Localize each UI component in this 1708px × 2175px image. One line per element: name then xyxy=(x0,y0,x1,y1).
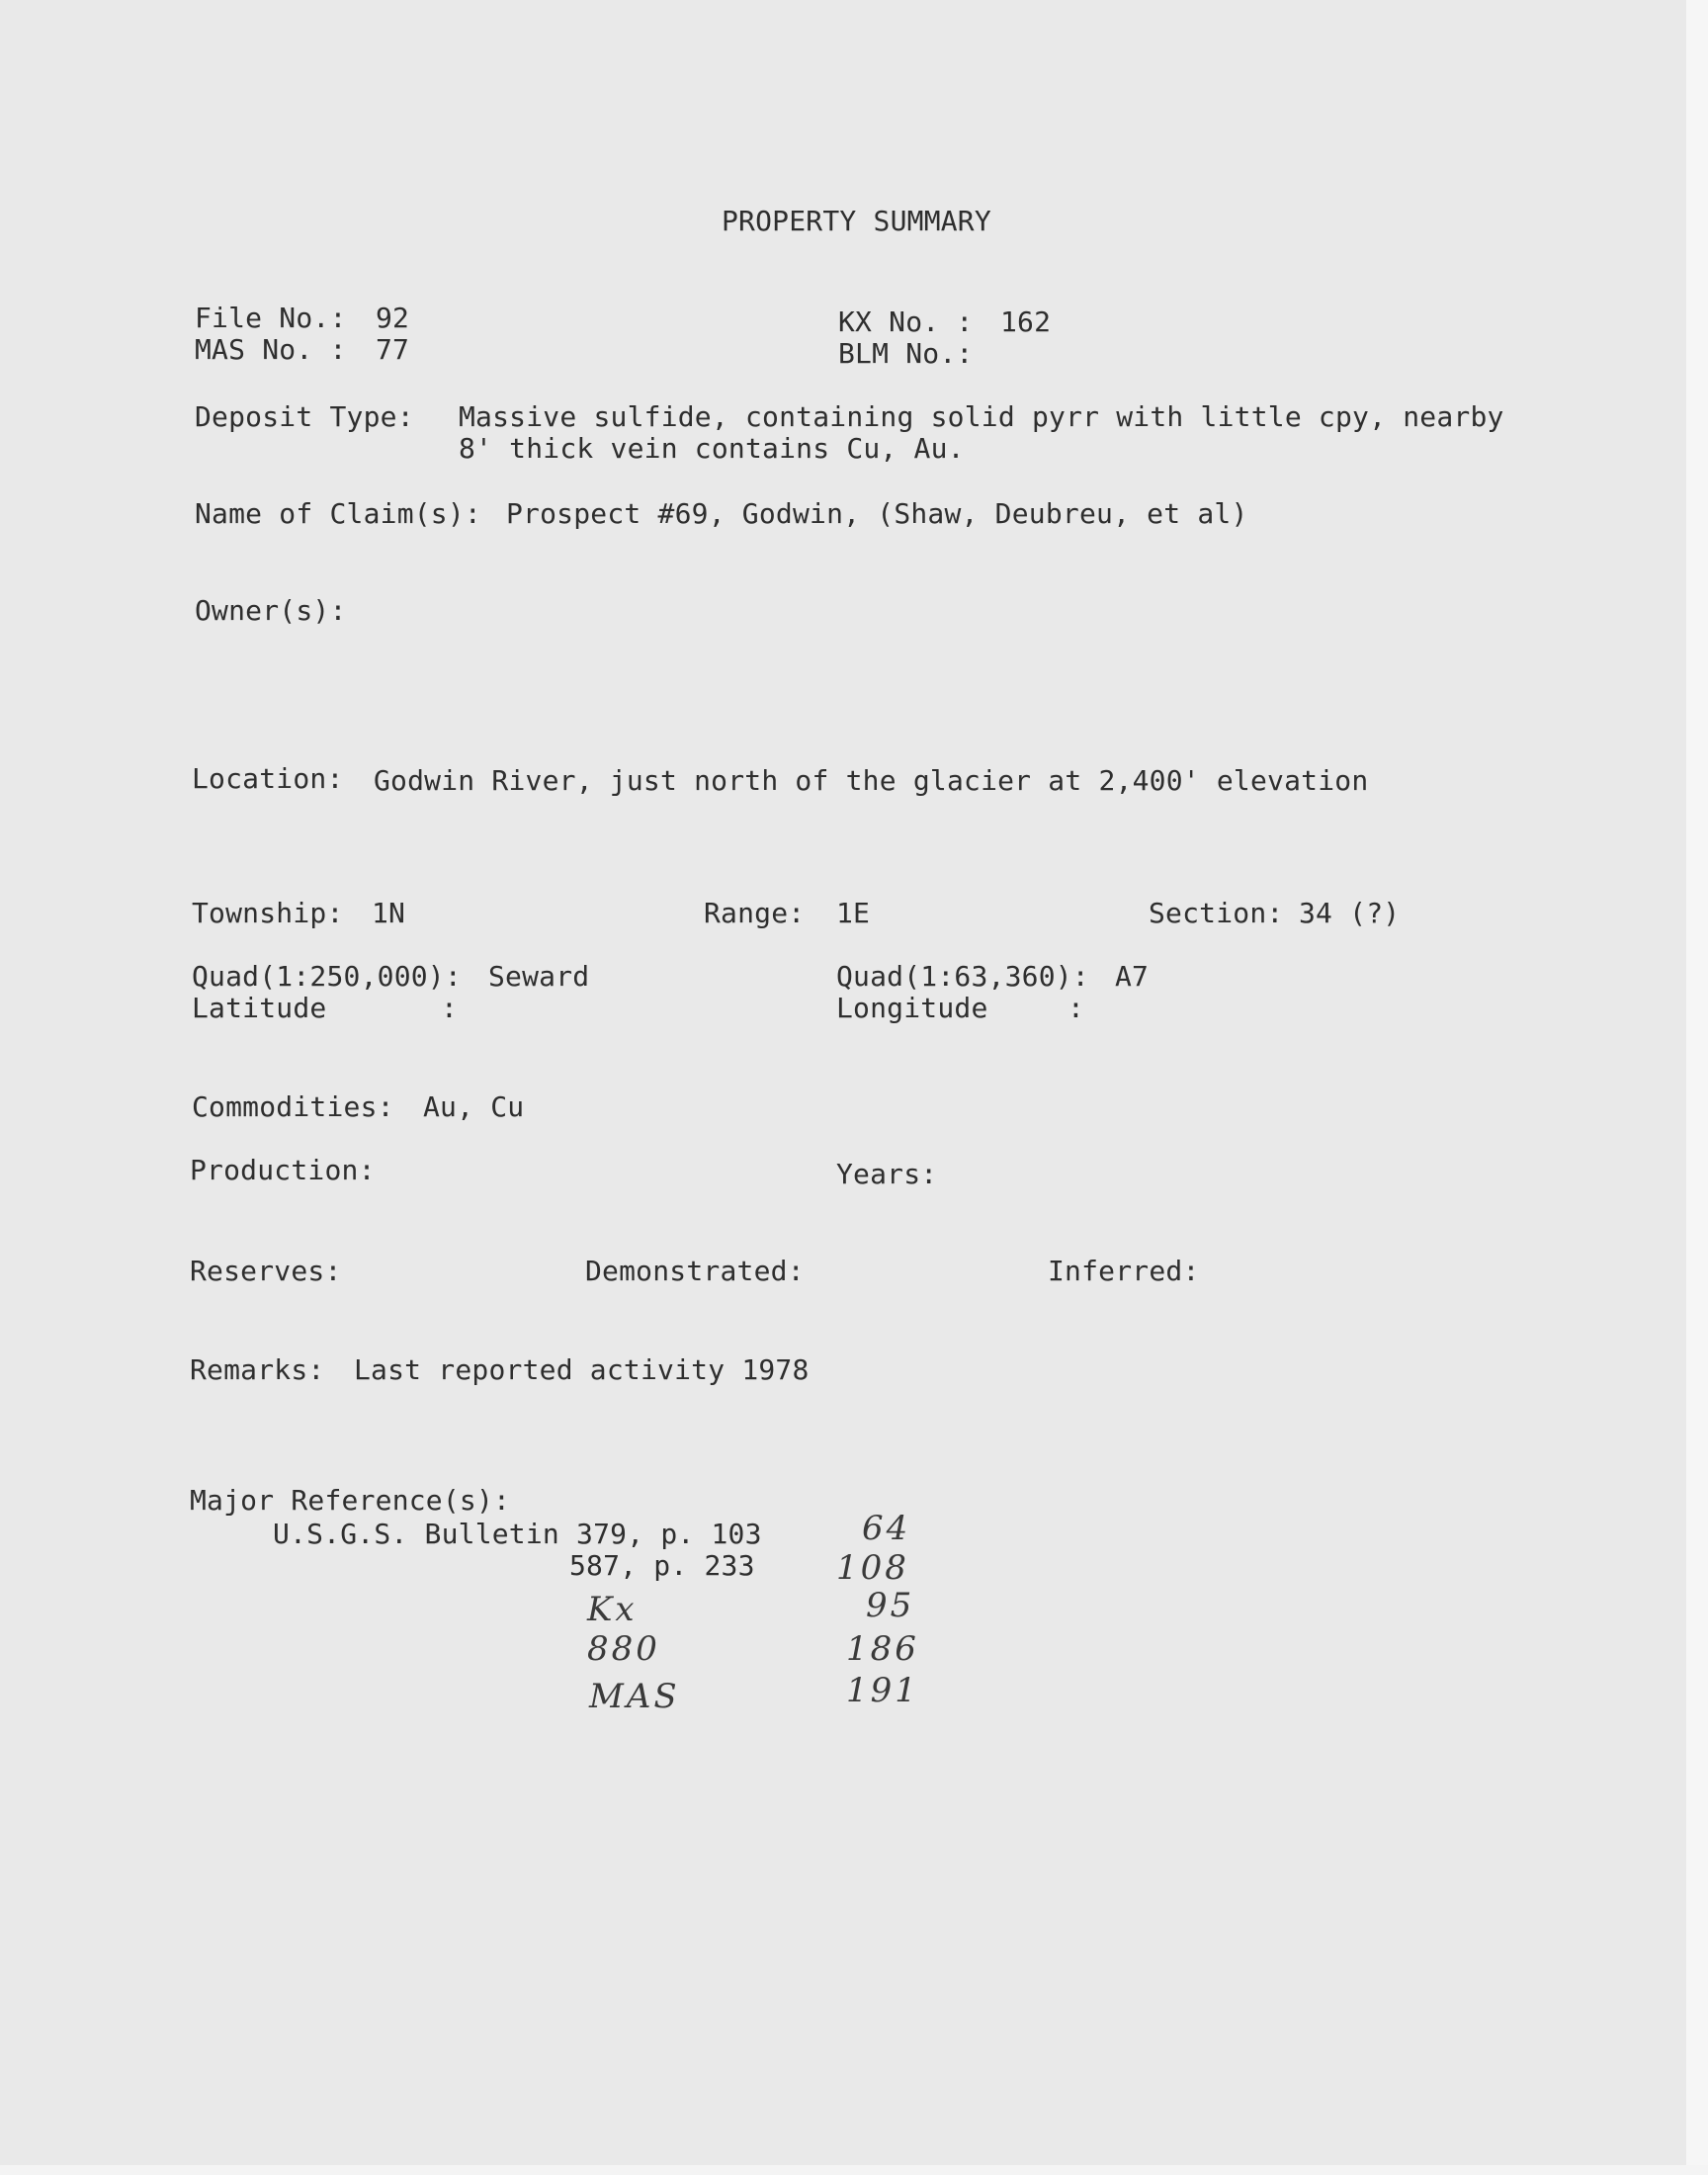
township-label: Township: xyxy=(192,897,344,929)
production-label: Production: xyxy=(190,1154,376,1186)
quad-63k-label: Quad(1:63,360): xyxy=(836,960,1089,993)
owners-label: Owner(s): xyxy=(195,594,347,627)
page-title: PROPERTY SUMMARY xyxy=(722,205,991,237)
references-label: Major Reference(s): xyxy=(190,1484,511,1517)
handwritten-mas: MAS xyxy=(589,1677,680,1716)
page-edge-right xyxy=(1686,0,1708,2175)
deposit-type-line2: 8' thick vein contains Cu, Au. xyxy=(459,432,965,465)
handwritten-page-108: 108 xyxy=(836,1548,909,1588)
quad-250k-label: Quad(1:250,000): xyxy=(192,960,462,993)
quad-250k-value: Seward xyxy=(488,960,590,993)
latitude-separator: : xyxy=(441,992,459,1024)
deposit-type-line1: Massive sulfide, containing solid pyrr with little cpy, nearby xyxy=(459,400,1504,433)
handwritten-880: 880 xyxy=(587,1629,660,1669)
section-label: Section: xyxy=(1149,897,1284,929)
page-edge-bottom xyxy=(0,2165,1708,2175)
kx-no-value: 162 xyxy=(1000,305,1052,338)
range-value: 1E xyxy=(836,897,871,929)
reference-line-2: 587, p. 233 xyxy=(569,1549,755,1582)
reserves-label: Reserves: xyxy=(190,1255,342,1287)
handwritten-page-186: 186 xyxy=(846,1629,919,1669)
latitude-label: Latitude xyxy=(192,992,327,1024)
inferred-label: Inferred: xyxy=(1048,1255,1200,1287)
quad-63k-value: A7 xyxy=(1115,960,1150,993)
location-label: Location: xyxy=(192,762,344,795)
handwritten-page-64: 64 xyxy=(862,1509,911,1548)
deposit-type-label: Deposit Type: xyxy=(195,400,414,433)
reference-line-1: U.S.G.S. Bulletin 379, p. 103 xyxy=(273,1518,762,1550)
range-label: Range: xyxy=(704,897,806,929)
claims-value: Prospect #69, Godwin, (Shaw, Deubreu, et al) xyxy=(506,497,1248,530)
claims-label: Name of Claim(s): xyxy=(195,497,481,530)
location-value: Godwin River, just north of the glacier at 2,400' elevation xyxy=(374,764,1369,797)
handwritten-kx: Kx xyxy=(587,1590,638,1629)
commodities-value: Au, Cu xyxy=(423,1090,525,1123)
blm-no-label: BLM No.: xyxy=(838,337,974,370)
demonstrated-label: Demonstrated: xyxy=(585,1255,805,1287)
longitude-label: Longitude xyxy=(836,992,988,1024)
handwritten-page-191: 191 xyxy=(846,1671,919,1710)
handwritten-page-95: 95 xyxy=(866,1586,915,1625)
file-no-value: 92 xyxy=(376,302,410,334)
kx-no-label: KX No. : xyxy=(838,305,974,338)
years-label: Years: xyxy=(836,1158,938,1190)
mas-no-label: MAS No. : xyxy=(195,333,347,366)
remarks-value: Last reported activity 1978 xyxy=(354,1353,810,1386)
section-value: 34 (?) xyxy=(1299,897,1401,929)
commodities-label: Commodities: xyxy=(192,1090,394,1123)
longitude-separator: : xyxy=(1068,992,1085,1024)
remarks-label: Remarks: xyxy=(190,1353,325,1386)
township-value: 1N xyxy=(372,897,406,929)
mas-no-value: 77 xyxy=(376,333,410,366)
file-no-label: File No.: xyxy=(195,302,347,334)
